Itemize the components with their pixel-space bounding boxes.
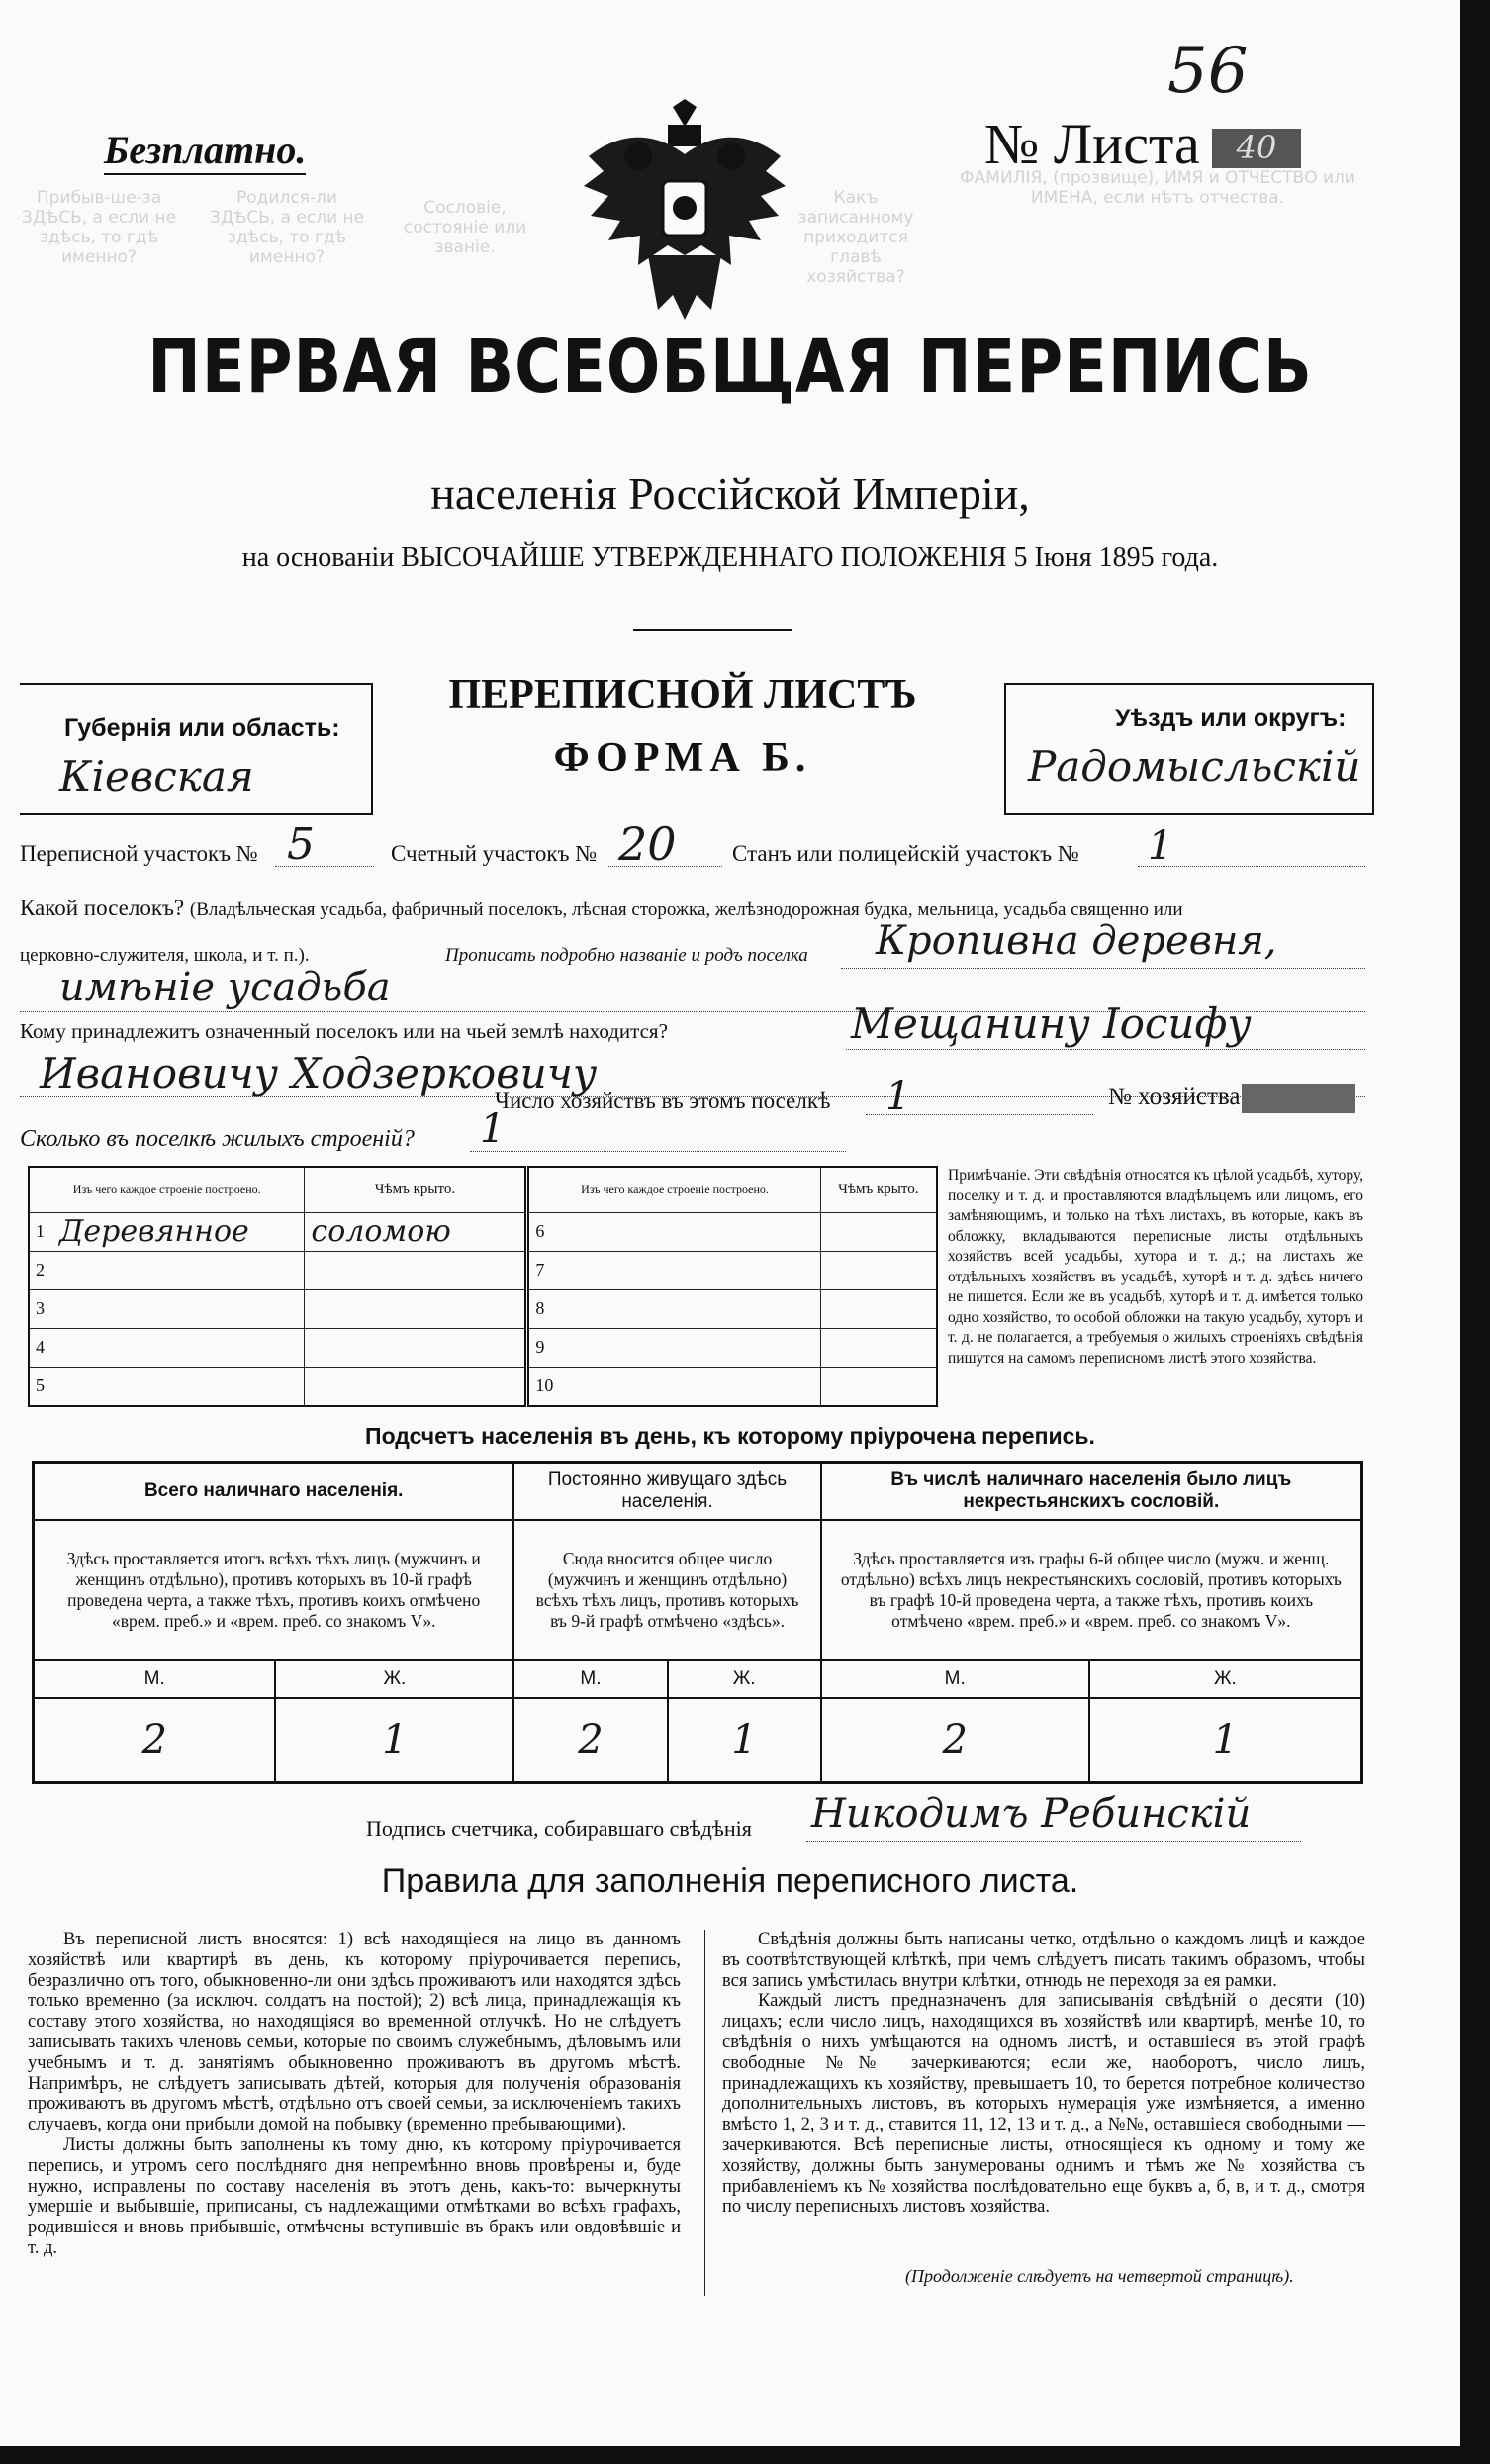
tally-present-f: 1 (275, 1698, 513, 1783)
settlement-hint-2: церковно-служителя, школа, и т. п.). (20, 945, 310, 966)
tally-table: Всего наличнаго населенія. Постоянно живущаго здѣсь населенія. Въ числѣ наличнаго населенія было лицъ некрестьянскихъ сословій. Здѣсь проставляется итогъ всѣхъ тѣхъ лицъ (мужчинъ и женщинъ отдѣльно), противъ которыхъ въ 10-й графѣ проведена черта, а также тѣхъ, противъ коихъ отмѣчено «врем. преб.» и «врем. преб. со знакомъ V». Сюда вносится общее число (мужчинъ и женщинъ отдѣльно) всѣхъ тѣхъ лицъ, противъ которыхъ въ 9-й графѣ отмѣчено «здѣсь». Здѣсь проставляется изъ графы 6-й общее число (мужч. и женщ. отдѣльно) всѣхъ лицъ некрестьянскихъ сословій, противъ которыхъ въ графѣ 10-й проведена черта, а также тѣхъ, противъ коихъ отмѣчено «врем. преб.» и «врем. преб. со знакомъ V». М. Ж. М. Ж. М. Ж. 2 1 2 1 2 1 (32, 1461, 1363, 1784)
rules-right-paragraph-1: Свѣдѣнія должны быть написаны четко, отдѣльно о каждомъ лицѣ и каждое въ соотвѣтствующей клѣткѣ, при чемъ слѣдуетъ писать такимъ образомъ, чтобы вся запись умѣстилась внутри клѣтки, отнюдь не переходя за ея рамки. (722, 1930, 1365, 1991)
count-district-label: Счетный участокъ № (391, 841, 598, 866)
households-label: Число хозяйствъ въ этомъ поселкѣ (495, 1089, 831, 1113)
tally-permanent-m: 2 (513, 1698, 667, 1783)
tally-head-present: Всего наличнаго населенія. (34, 1463, 514, 1520)
ghost-column-4: Какъ записанному приходится главѣ хозяйства? (797, 188, 914, 287)
settlement-instruction: Прописать подробно названіе и родъ поселка (445, 945, 808, 966)
col-roof-right: Чѣмъ крыто. (820, 1167, 937, 1212)
owner-value: Мещанину Іосифу (851, 999, 1252, 1048)
stan-label: Станъ или полицейскій участокъ № (732, 841, 1079, 866)
settlement-value-2: имѣніе усадьба (59, 965, 391, 1010)
rules-left-paragraph-1: Въ переписной листъ вносятся: 1) всѣ находящіеся на лицо въ данномъ хозяйствѣ или квартирѣ въ день, къ которому пріурочивается перепись, безразлично отъ того, обыкновенно-ли они здѣсь проживаютъ или находятся здѣсь только временно (за исключ. солдатъ на постой); 2) всѣ лица, принадлежащія къ составу этого хозяйства, но находящіяся во временной отлучкѣ. Но не слѣдуетъ записывать такихъ членовъ семьи, которые по своимъ служебнымъ, дѣловымъ или учебнымъ и т. д. занятіямъ обыкновенно проживаютъ въ другомъ мѣстѣ. Напримѣръ, не слѣдуетъ записывать дѣтей, которыя для полученія образованія проживаютъ въ другомъ мѣстѣ, отдѣльно отъ своей семьи, за исключеніемъ такихъ случаевъ, когда они прибыли домой на побывку (временно пребывающими). (28, 1930, 681, 2135)
sheet-number-label: № Листа (984, 112, 1200, 176)
table-row: 2 7 (29, 1251, 937, 1289)
col-material-left: Изъ чего каждое строеніе построено. (29, 1167, 305, 1212)
tally-text-permanent: Сюда вносится общее число (мужчинъ и женщинъ отдѣльно) всѣхъ тѣхъ лицъ, противъ которыхъ въ 9-й графѣ отмѣчено «здѣсь». (513, 1520, 820, 1660)
ghost-column-2: Родился-ли ЗДѢСЬ, а если не здѣсь, то гдѣ именно? (209, 188, 365, 267)
tally-title: Подсчетъ населенія въ день, къ которому пріурочена перепись. (365, 1423, 1095, 1449)
ghost-column-5: ФАМИЛІЯ, (прозвище), ИМЯ и ОТЧЕСТВО или ИМЕНА, если нѣтъ отчества. (960, 168, 1355, 208)
row1-material: Деревянное (53, 1212, 305, 1251)
sheet-number-value: 40 (1212, 129, 1301, 168)
tally-text-present: Здѣсь проставляется итогъ всѣхъ тѣхъ лицъ (мужчинъ и женщинъ отдѣльно), противъ которыхъ въ 10-й графѣ проведена черта, а также тѣхъ, противъ коихъ отмѣчено «врем. преб.» и «врем. преб. со знакомъ V». (34, 1520, 514, 1660)
household-no-redaction (1242, 1084, 1355, 1113)
double-headed-eagle-emblem (579, 97, 792, 327)
census-district-label: Переписной участокъ № (20, 841, 258, 866)
note-text: Примѣчаніе. Эти свѣдѣнія относятся къ цѣлой усадьбѣ, хутору, поселку и т. д. и проставляются владѣльцемъ или лицомъ, его замѣняющимъ, и только на тѣхъ листахъ, въ которые, какъ въ обложку, вкладываются переписные листы отдѣльныхъ хозяйствъ всей усадьбы, хутора и т. д.; на листахъ же отдѣльныхъ хозяйствъ въ усадьбѣ, хуторѣ и т. д. здѣсь ничего не пишется. Если же въ усадьбѣ, хуторѣ и т. д. имѣется только одно хозяйство, то особой обложки на такую усадьбу, хуторъ и т. д. не полагается, а требуемыя о жилыхъ строеніяхъ свѣдѣнія пишутся на самомъ переписномъ листѣ этого хозяйства. (948, 1167, 1364, 1367)
stan-value: 1 (1148, 823, 1173, 869)
household-no-label: № хозяйства (1108, 1084, 1241, 1110)
continued-note: (Продолженіе слѣдуетъ на четвертой страницѣ). (905, 2266, 1294, 2286)
gratis-label: Безплатно. (104, 127, 306, 175)
gubernia-label: Губернія или область: (64, 714, 340, 742)
buildings-value: 1 (480, 1106, 506, 1152)
tally-nonpeasant-m: 2 (821, 1698, 1089, 1783)
col-material-right: Изъ чего каждое строеніе построено. (527, 1167, 820, 1212)
tally-head-nonpeasant: Въ числѣ наличнаго населенія было лицъ некрестьянскихъ сословій. (821, 1463, 1362, 1520)
settlement-hint: (Владѣльческая усадьба, фабричный поселокъ, лѣсная сторожка, желѣзнодорожная будка, мельница, усадьба священно или (189, 900, 1183, 920)
census-district-value: 5 (287, 819, 315, 870)
gubernia-value: Кіевская (59, 752, 254, 801)
subtitle-decree: на основаніи ВЫСОЧАЙШЕ УТВЕРЖДЕННАГО ПОЛОЖЕНІЯ 5 Іюня 1895 года. (241, 542, 1219, 573)
owner-value-2: Ивановичу Ходзерковичу (40, 1049, 598, 1097)
col-roof-left: Чѣмъ крыто. (305, 1167, 527, 1212)
table-row: 5 10 (29, 1367, 937, 1406)
divider (633, 629, 792, 631)
form-title: ПЕРЕПИСНОЙ ЛИСТЪ (448, 672, 917, 717)
buildings-table (28, 1166, 938, 1407)
gubernia-box (20, 683, 373, 815)
subtitle: населенія Россійской Имперіи, (430, 468, 1030, 519)
tally-present-m: 2 (34, 1698, 276, 1783)
owner-label: Кому принадлежитъ означенный поселокъ или на чьей землѣ находится? (20, 1019, 668, 1043)
tally-text-nonpeasant: Здѣсь проставляется изъ графы 6-й общее число (мужч. и женщ. отдѣльно) всѣхъ лицъ некрестьянскихъ сословій, противъ которыхъ въ графѣ 10-й проведена черта, а также тѣхъ, противъ коихъ отмѣчено «врем. преб.» и «врем. преб. со знакомъ V». (821, 1520, 1362, 1660)
tally-permanent-f: 1 (668, 1698, 821, 1783)
rules-left-column (28, 1930, 681, 2259)
rules-right-column (722, 1930, 1365, 2218)
tally-nonpeasant-f: 1 (1089, 1698, 1362, 1783)
households-value: 1 (885, 1074, 911, 1119)
buildings-label: Сколько въ поселкѣ жилыхъ строеній? (20, 1126, 415, 1152)
table-row: 4 9 (29, 1328, 937, 1367)
rules-right-paragraph-2: Каждый листъ предназначенъ для записыванія свѣдѣній о десяти (10) лицахъ; если число лицъ, находящихся въ хозяйствѣ или квартирѣ, менѣе 10, то свѣдѣнія о нихъ умѣщаются на одномъ листѣ, и оставшіеся въ этой графѣ свободные №№ зачеркиваются; если же, наоборотъ, число лицъ, принадлежащихъ къ хозяйству, превышаетъ 10, то берется потребное количество дополнительныхъ листовъ, въ которыхъ нумерація уже измѣняется, а именно вмѣсто 1, 2, 3 и т. д., ставится 11, 12, 13 и т. д., а №№, оставшіеся свободными — зачеркиваются. Всѣ переписные листы, относящіеся къ одному и тому же хозяйству, должны быть занумерованы однимъ и тѣмъ же № хозяйства съ прибавленіемъ къ № хозяйства послѣдовательно еще буквъ а, б, в, и т. д., смотря по числу переписныхъ листовъ хозяйства. (722, 1991, 1365, 2218)
uezd-label: Уѣздъ или округъ: (1115, 705, 1347, 732)
ghost-column-3: Сословіе, состояніе или званіе. (403, 198, 527, 257)
rules-divider (704, 1930, 705, 2296)
uezd-value: Радомысльскій (1028, 742, 1361, 791)
form-name: ФОРМА Б. (553, 735, 812, 781)
rules-left-paragraph-2: Листы должны быть заполнены къ тому дню, къ которому пріурочивается перепись, и утромъ сего послѣдняго дня непремѣнно вновь провѣрены и, буде нужно, исправлены по составу населенія въ этотъ день, какъ-то: вычеркнуты умершіе и выбывшіе, приписаны, съ надлежащими отмѣтками во всѣхъ графахъ, родившіеся и вновь прибывшіе, отмѣчены вступившіе въ бракъ или овдовѣвшіе и т. д. (28, 2134, 681, 2258)
table-row: 1 Деревянное соломою 6 (29, 1212, 937, 1251)
tally-head-permanent: Постоянно живущаго здѣсь населенія. (513, 1463, 820, 1520)
uezd-box (1004, 683, 1374, 815)
table-row: 3 8 (29, 1289, 937, 1328)
row1-roof: соломою (305, 1212, 527, 1251)
settlement-value: Кропивна деревня, (876, 918, 1277, 964)
page-number: 56 (1167, 35, 1249, 108)
main-title: ПЕРВАЯ ВСЕОБЩАЯ ПЕРЕПИСЬ (147, 326, 1313, 411)
signature-label: Подпись счетчика, собиравшаго свѣдѣнія (366, 1816, 752, 1841)
rules-title: Правила для заполненія переписного листа. (381, 1862, 1079, 1900)
ghost-column-1: Прибыв-ше-за ЗДѢСЬ, а если не здѣсь, то гдѣ именно? (21, 188, 177, 267)
count-district-value: 20 (618, 817, 677, 871)
settlement-label: Какой поселокъ? (20, 896, 185, 920)
signature-value: Никодимъ Ребинскій (811, 1791, 1252, 1837)
